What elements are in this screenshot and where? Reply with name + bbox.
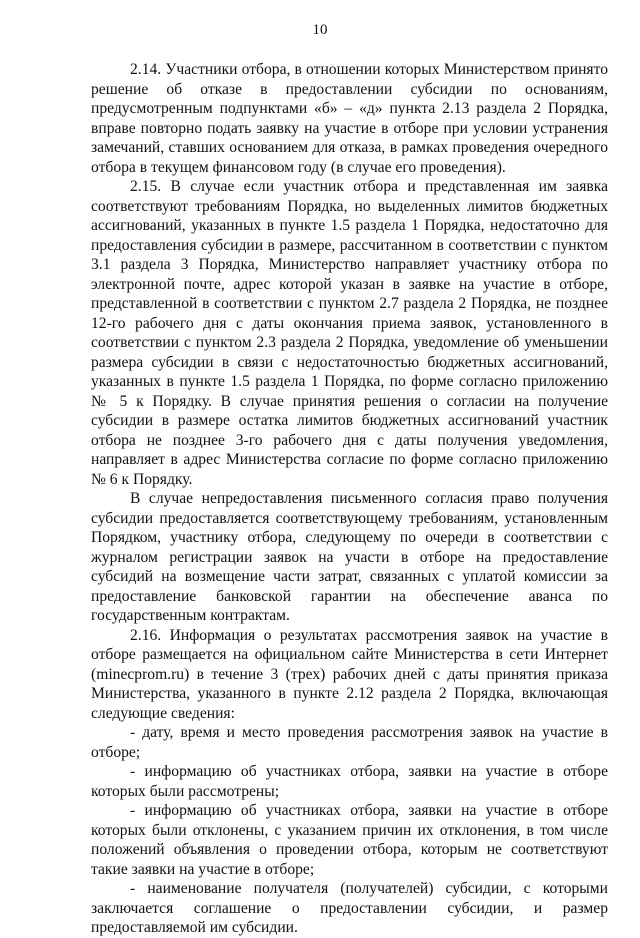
paragraph-no-consent: В случае непредоставления письменного согласия право получения субсидии предоставляется соответствующему требованиям, установленным Порядком, участнику отбора, следующему по очереди в соответствии с журналом регистрации заявок на участи в отборе на предоставление субсидий на возмещение части затрат, связанных с уплатой комиссии за предоставление банковской гарантии на обеспечение аванса по государственным контрактам. [91, 490, 608, 624]
list-item-date-time-place: - дату, время и место проведения рассмотрения заявок на участие в отборе; [91, 724, 608, 761]
list-item-rejected-participants: - информацию об участниках отбора, заявки на участие в отборе которых были отклонены, с указанием причин их отклонения, в том числе положений объявления о проведении отбора, которым не соответствуют такие заявки на участие в отборе; [91, 802, 608, 878]
list-item-reviewed-participants: - информацию об участниках отбора, заявки на участие в отборе которых были рассмотрены; [91, 763, 608, 800]
document-body [91, 60, 608, 938]
paragraph-2-16: 2.16. Информация о результатах рассмотрения заявок на участие в отборе размещается на официальном сайте Министерства в сети Интернет (minecprom.ru) в течение 3 (трех) рабочих дней с даты принятия приказа Министерства, указанного в пункте 2.12 раздела 2 Порядка, включающая следующие сведения: [91, 626, 608, 722]
paragraph-2-14: 2.14. Участники отбора, в отношении которых Министерством принято решение об отказе в предоставлении субсидии по основаниям, предусмотренным подпунктами «б» – «д» пункта 2.13 раздела 2 Порядка, вправе повторно подать заявку на участие в отборе при условии устранения замечаний, ставших основанием для отказа, в рамках проведения очередного отбора в текущем финансовом году (в случае его проведения). [91, 61, 608, 176]
page-number: 10 [312, 22, 328, 38]
paragraph-2-15: 2.15. В случае если участник отбора и представленная им заявка соответствуют требованиям Порядка, но выделенных лимитов бюджетных ассигнований, указанных в пункте 1.5 раздела 1 Порядка, недостаточно для предоставления субсидии в размере, рассчитанном в соответствии с пунктом 3.1 раздела 3 Порядка, Министерство направляет участнику отбора по электронной почте, адрес которой указан в заявке на участие в отборе, представленной в соответствии с пунктом 2.7 раздела 2 Порядка, не позднее 12-го рабочего дня с даты окончания приема заявок, установленного в соответствии с пунктом 2.3 раздела 2 Порядка, уведомление об уменьшении размера субсидии в связи с недостаточностью бюджетных ассигнований, указанных в пункте 1.5 раздела 1 Порядка, по форме согласно приложению № 5 к Порядку. В случае принятия решения о согласии на получение субсидии в размере остатка лимитов бюджетных ассигнований участник отбора не позднее 3-го рабочего дня с даты получения уведомления, направляет в адрес Министерства согласие по форме согласно приложению № 6 к Порядку. [91, 178, 608, 488]
list-item-recipients: - наименование получателя (получателей) субсидии, с которыми заключается соглашение о предоставлении субсидии, и размер предоставляемой им субсидии. [91, 880, 608, 936]
